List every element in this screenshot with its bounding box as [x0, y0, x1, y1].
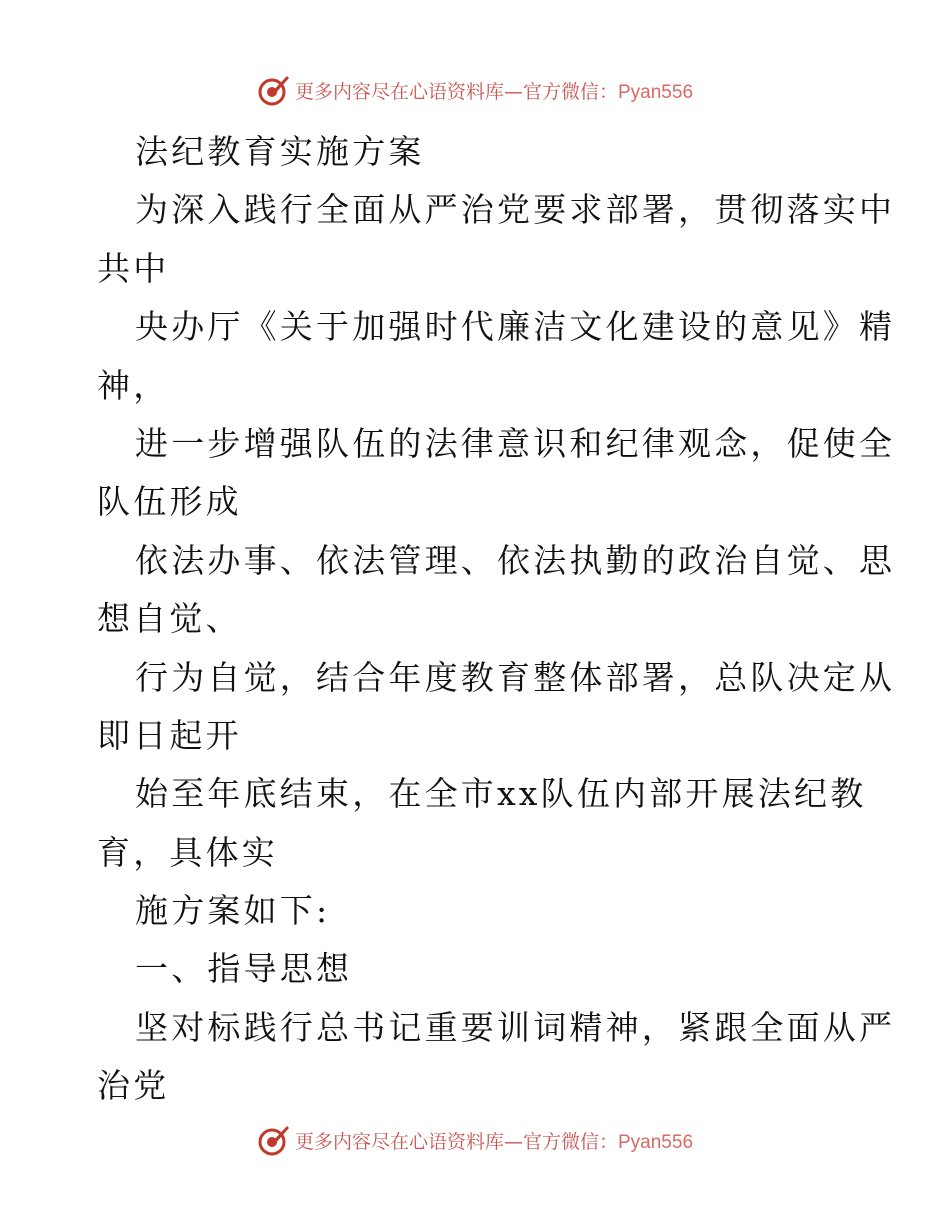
- paragraph-line: 治党: [97, 1066, 170, 1106]
- paragraph-line: 共中: [97, 248, 170, 288]
- paragraph-line: 坚对标践行总书记重要训词精神，紧跟全面从严: [135, 1007, 896, 1047]
- paragraph-line: 依法办事、依法管理、依法执勤的政治自觉、思: [135, 540, 896, 580]
- watermark-header: [0, 70, 950, 110]
- section-heading: 一、指导思想: [135, 949, 353, 989]
- paragraph-line: 队伍形成: [97, 482, 242, 522]
- paragraph-line: 想自觉、: [97, 599, 242, 639]
- paragraph-line: 央办厅《关于加强时代廉洁文化建设的意见》精: [135, 307, 896, 347]
- quill-logo-icon: [257, 1123, 291, 1157]
- paragraph-line: 即日起开: [97, 715, 242, 755]
- paragraph-line: 行为自觉，结合年度教育整体部署，总队决定从: [135, 657, 896, 697]
- paragraph-line: 育，具体实: [97, 832, 278, 872]
- paragraph-line: 为深入践行全面从严治党要求部署，贯彻落实中: [135, 190, 896, 230]
- watermark-footer: [0, 1120, 950, 1160]
- paragraph-line: 进一步增强队伍的法律意识和纪律观念，促使全: [135, 423, 896, 463]
- paragraph-line: 神，: [97, 365, 170, 405]
- watermark-text: 更多内容尽在心语资料库—官方微信：Pyan556: [294, 80, 694, 103]
- document-title: 法纪教育实施方案: [135, 132, 425, 171]
- document-body: [97, 123, 896, 1116]
- watermark-text: 更多内容尽在心语资料库—官方微信：Pyan556: [294, 1130, 694, 1153]
- paragraph-line: 始至年底结束，在全市xx队伍内部开展法纪教: [135, 774, 867, 814]
- quill-logo-icon: [257, 73, 291, 107]
- paragraph-line: 施方案如下:: [135, 891, 331, 931]
